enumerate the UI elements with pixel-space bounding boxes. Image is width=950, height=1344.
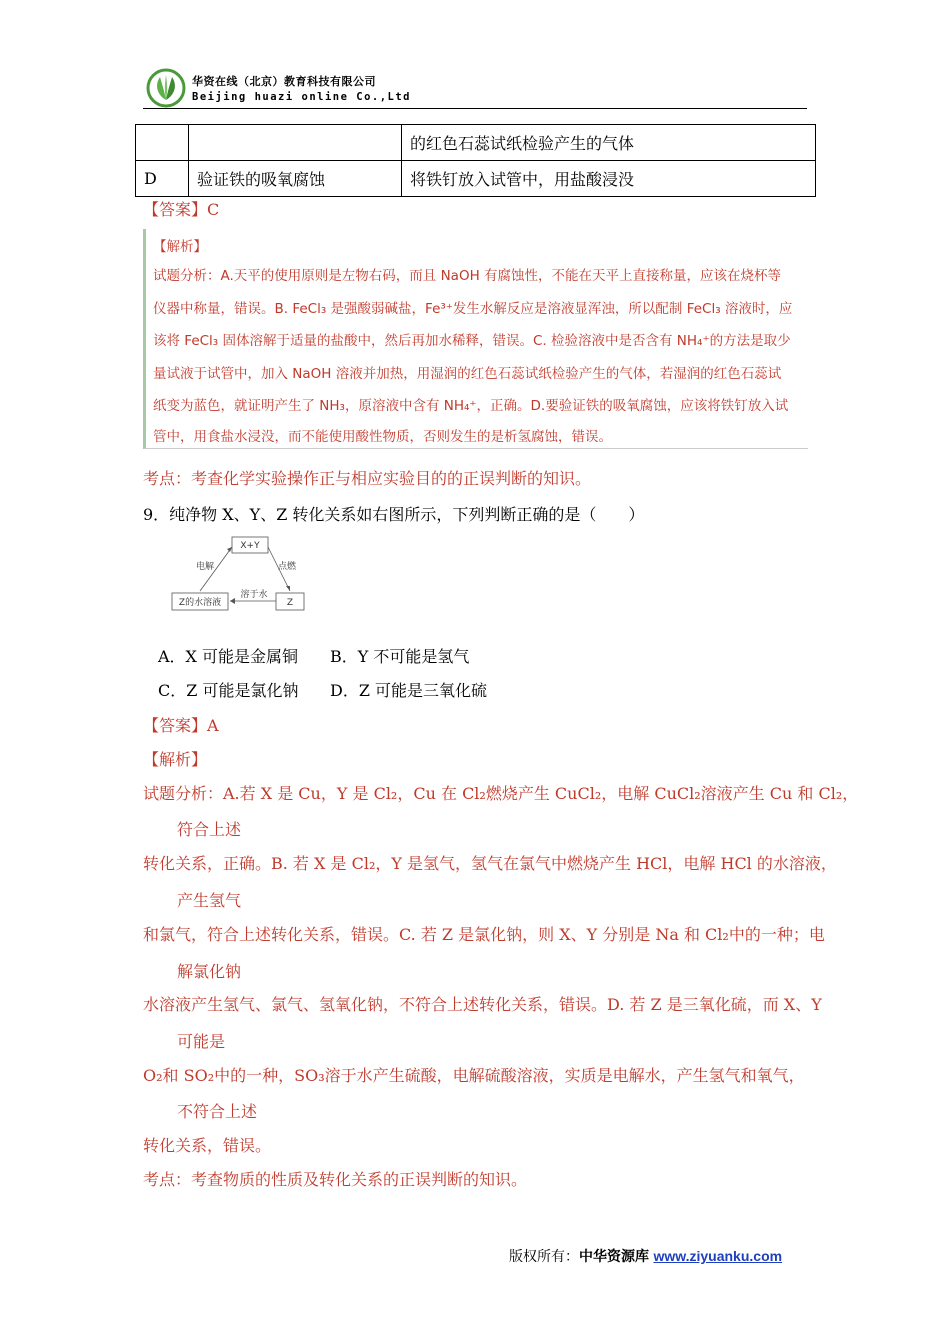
footer-brand: 中华资源库 — [579, 1249, 649, 1265]
table-row — [136, 125, 816, 161]
diagram-label-bottom-arrow: 溶于水 — [240, 590, 268, 600]
table-cell: 的红色石蕊试纸检验产生的气体 — [402, 125, 816, 161]
footer-link[interactable]: www.ziyuanku.com — [653, 1248, 783, 1264]
q8-analysis-line: 量试液于试管中，加入 NaOH 溶液并加热，用湿润的红色石蕊试纸检验产生的气体，若湿润的红色石蕊试 — [153, 366, 782, 382]
table-row — [136, 161, 816, 197]
diagram-label-top: X+Y — [240, 541, 260, 551]
q8-analysis-line: 纸变为蓝色，就证明产生了 NH₃，原溶液中含有 NH₄⁺，正确。D.要验证铁的吸氧腐蚀，应该将铁钉放入试 — [153, 398, 789, 414]
company-name-en: Beijing huazi online Co.,Ltd — [192, 91, 412, 103]
q9-option-c: C．Z 可能是氯化钠 — [158, 681, 299, 700]
diagram-label-right-arrow: 点燃 — [278, 562, 297, 572]
table-cell — [189, 125, 402, 161]
table-cell: 验证铁的吸氧腐蚀 — [189, 161, 402, 197]
q9-analysis-line: 可能是 — [177, 1032, 226, 1051]
q9-analysis-line: 符合上述 — [177, 820, 242, 839]
q8-analysis-line: 试题分析：A.天平的使用原则是左物右码，而且 NaOH 有腐蚀性，不能在天平上直接称量，应该在烧杯等 — [153, 268, 782, 284]
diagram-label-bottom-left: Z的水溶液 — [178, 598, 222, 608]
q8-analysis-line: 该将 FeCl₃ 固体溶解于适量的盐酸中，然后再加水稀释，错误。C. 检验溶液中是否含有 NH₄⁺的方法是取少 — [153, 333, 791, 349]
arrowhead-icon — [227, 547, 232, 552]
q9-option-a: A．X 可能是金属铜 — [158, 647, 299, 666]
q8-analysis-title: 【解析】 — [153, 239, 207, 255]
q9-option-b: B．Y 不可能是氢气 — [330, 647, 470, 666]
q9-analysis-line: 不符合上述 — [177, 1102, 258, 1121]
q8-analysis-line: 管中，用食盐水浸没，而不能使用酸性物质，否则发生的是析氢腐蚀，错误。 — [153, 429, 612, 445]
table-cell — [136, 125, 189, 161]
q9-option-d: D．Z 可能是三氧化硫 — [330, 681, 488, 700]
arrowhead-icon — [230, 598, 235, 604]
diagram-label-left-arrow: 电解 — [196, 562, 215, 572]
q8-kaodian: 考点：考查化学实验操作正与相应实验目的的正误判断的知识。 — [143, 469, 592, 488]
footer-copyright — [509, 1246, 782, 1266]
q9-kaodian: 考点：考查物质的性质及转化关系的正误判断的知识。 — [143, 1170, 528, 1189]
logo — [146, 68, 186, 108]
conversion-diagram — [170, 533, 310, 615]
q9-stem: 9．纯净物 X、Y、Z 转化关系如右图所示，下列判断正确的是（ ） — [143, 505, 645, 524]
footer-label: 版权所有： — [509, 1249, 579, 1265]
q9-analysis-line: 产生氢气 — [177, 891, 242, 910]
options-table — [135, 124, 816, 197]
q9-analysis-title: 【解析】 — [143, 750, 208, 769]
company-name-cn: 华资在线（北京）教育科技有限公司 — [192, 75, 376, 88]
q9-analysis-line: 解氯化钠 — [177, 962, 242, 981]
q8-answer: 【答案】C — [143, 200, 220, 219]
q9-analysis-line: 转化关系，错误。 — [143, 1136, 272, 1155]
diagram-label-bottom-right: Z — [286, 598, 294, 608]
header-divider — [143, 108, 807, 109]
q9-answer: 【答案】A — [143, 716, 219, 735]
logo-icon — [146, 68, 186, 108]
q9-analysis-line: 水溶液产生氢气、氯气、氢氧化钠，不符合上述转化关系，错误。D. 若 Z 是三氧化硫，而 X、Y — [143, 995, 822, 1014]
q9-analysis-line: O₂和 SO₂中的一种，SO₃溶于水产生硫酸，电解硫酸溶液，实质是电解水，产生氢气和氧气， — [143, 1066, 805, 1085]
q9-analysis-line: 试题分析：A.若 X 是 Cu，Y 是 Cl₂，Cu 在 Cl₂燃烧产生 CuCl₂，电解 CuCl₂溶液产生 Cu 和 Cl₂， — [143, 784, 859, 803]
q9-analysis-line: 转化关系，正确。B. 若 X 是 Cl₂，Y 是氢气，氢气在氯气中燃烧产生 HCl，电解 HCl 的水溶液， — [143, 854, 837, 873]
table-cell: 将铁钉放入试管中，用盐酸浸没 — [402, 161, 816, 197]
q9-analysis-line: 和氯气，符合上述转化关系，错误。C. 若 Z 是氯化钠，则 X、Y 分别是 Na 和 Cl₂中的一种；电 — [143, 925, 825, 944]
q8-analysis-line: 仪器中称量，错误。B. FeCl₃ 是强酸弱碱盐，Fe³⁺发生水解反应是溶液显浑浊，所以配制 FeCl₃ 溶液时，应 — [153, 301, 793, 317]
table-cell: D — [136, 161, 189, 197]
